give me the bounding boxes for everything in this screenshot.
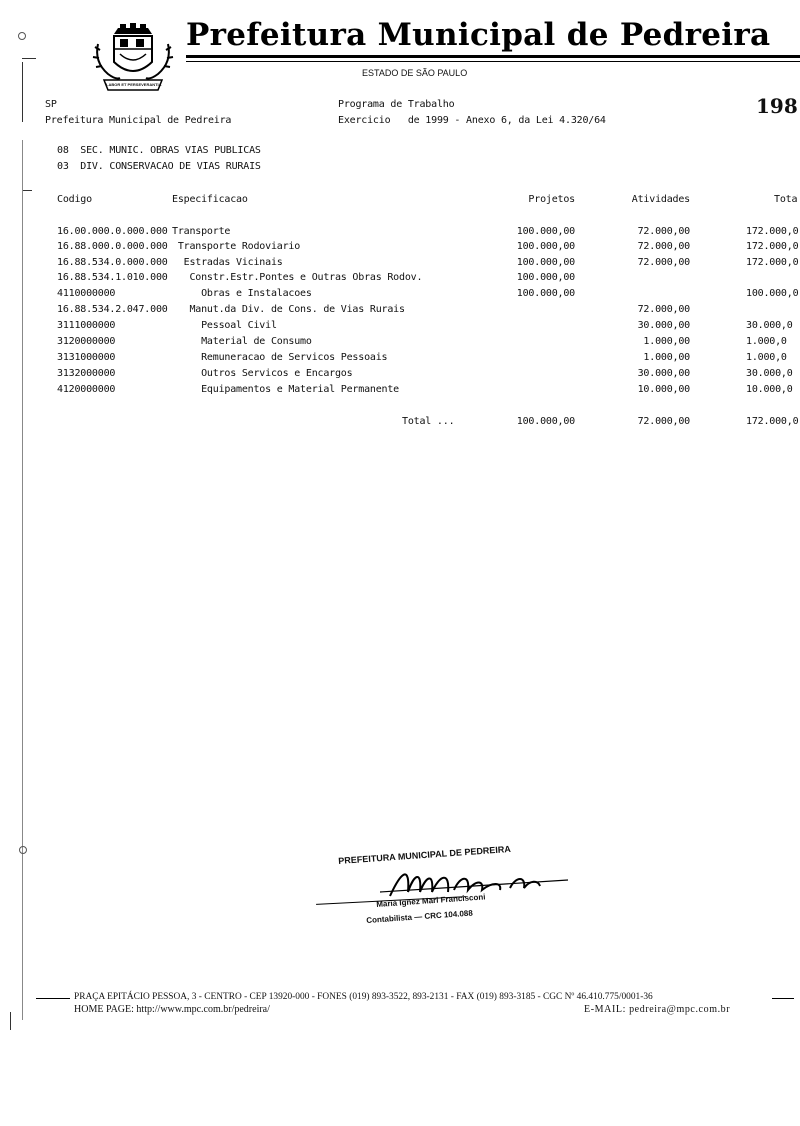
- header-program-title: Programa de Trabalho: [338, 99, 455, 110]
- margin-tick: [10, 1012, 11, 1030]
- row-especificacao: Estradas Vicinais: [172, 257, 283, 268]
- row-total: 100.000,0: [746, 288, 799, 299]
- letterhead-state: ESTADO DE SÃO PAULO: [362, 68, 468, 78]
- total-atividades: 72.000,00: [637, 416, 690, 427]
- row-total: 1.000,0: [746, 352, 787, 363]
- margin-tick: [22, 62, 23, 122]
- row-codigo: 4120000000: [57, 384, 116, 395]
- footer-homepage-label: HOME PAGE:: [74, 1004, 137, 1015]
- row-especificacao: Constr.Estr.Pontes e Outras Obras Rodov.: [172, 272, 423, 283]
- row-codigo: 16.88.534.2.047.000: [57, 304, 168, 315]
- row-atividades: 30.000,00: [637, 320, 690, 331]
- row-total: 172.000,0: [746, 257, 799, 268]
- row-projetos: 100.000,00: [516, 257, 575, 268]
- row-atividades: 72.000,00: [637, 304, 690, 315]
- row-total: 30.000,0: [746, 368, 793, 379]
- signature-stamp-title: PREFEITURA MUNICIPAL DE PEDREIRA: [338, 843, 512, 866]
- footer-email-link[interactable]: pedreira@mpc.com.br: [629, 1004, 731, 1015]
- signatory-role: Contabilista — CRC 104.088: [366, 908, 474, 925]
- row-projetos: 100.000,00: [516, 272, 575, 283]
- row-especificacao: Pessoal Civil: [172, 320, 277, 331]
- row-codigo: 3111000000: [57, 320, 116, 331]
- row-projetos: 100.000,00: [516, 241, 575, 252]
- row-codigo: 16.00.000.0.000.000: [57, 226, 168, 237]
- letterhead-title: Prefeitura Municipal de Pedreira: [186, 17, 771, 53]
- row-atividades: 72.000,00: [637, 241, 690, 252]
- footer-rule-right: [772, 998, 794, 999]
- margin-tick: [22, 140, 23, 1020]
- row-codigo: 3132000000: [57, 368, 116, 379]
- row-codigo: 4110000000: [57, 288, 116, 299]
- unit-secretaria: 08 SEC. MUNIC. OBRAS VIAS PUBLICAS: [57, 145, 261, 156]
- row-codigo: 16.88.534.0.000.000: [57, 257, 168, 268]
- footer-rule-left: [36, 998, 70, 999]
- row-especificacao: Outros Servicos e Encargos: [172, 368, 353, 379]
- row-codigo: 16.88.534.1.010.000: [57, 272, 168, 283]
- total-projetos: 100.000,00: [516, 416, 575, 427]
- row-atividades: 72.000,00: [637, 226, 690, 237]
- crest-motto: LABOR ET PERSEVERANTIA: [106, 82, 162, 87]
- footer-email: [584, 1004, 730, 1015]
- row-atividades: 1.000,00: [643, 352, 690, 363]
- header-entity-name: Prefeitura Municipal de Pedreira: [45, 115, 232, 126]
- row-especificacao: Manut.da Div. de Cons. de Vias Rurais: [172, 304, 405, 315]
- total-label: Total ...: [402, 416, 455, 427]
- row-codigo: 3120000000: [57, 336, 116, 347]
- row-atividades: 72.000,00: [637, 257, 690, 268]
- header-state-code: SP: [45, 99, 57, 110]
- column-header-total: Tota: [774, 194, 798, 205]
- row-atividades: 30.000,00: [637, 368, 690, 379]
- signatory-name: Maria Ignez Mari Francisconi: [376, 892, 486, 909]
- letterhead-rule: [186, 55, 800, 58]
- total-geral: 172.000,0: [746, 416, 799, 427]
- row-especificacao: Remuneracao de Servicos Pessoais: [172, 352, 388, 363]
- row-atividades: 10.000,00: [637, 384, 690, 395]
- margin-tick: [22, 190, 32, 191]
- row-total: 172.000,0: [746, 226, 799, 237]
- footer-homepage-link[interactable]: http://www.mpc.com.br/pedreira/: [136, 1004, 270, 1015]
- column-header-codigo: Codigo: [57, 194, 92, 205]
- page-number: 198: [756, 94, 798, 118]
- row-projetos: 100.000,00: [516, 288, 575, 299]
- row-codigo: 3131000000: [57, 352, 116, 363]
- column-header-atividades: Atividades: [631, 194, 690, 205]
- column-header-especificacao: Especificacao: [172, 194, 248, 205]
- row-especificacao: Material de Consumo: [172, 336, 312, 347]
- column-header-projetos: Projetos: [528, 194, 575, 205]
- row-total: 172.000,0: [746, 241, 799, 252]
- row-especificacao: Equipamentos e Material Permanente: [172, 384, 399, 395]
- row-total: 10.000,0: [746, 384, 793, 395]
- footer-email-label: E-MAIL:: [584, 1004, 630, 1015]
- footer-homepage: [74, 1004, 270, 1015]
- row-atividades: 1.000,00: [643, 336, 690, 347]
- footer-address: PRAÇA EPITÁCIO PESSOA, 3 - CENTRO - CEP 13920-000 - FONES (019) 893-3522, 893-2131 - FAX (019) 893-3185 - CGC Nº 46.410.775/0001-36: [74, 992, 653, 1002]
- header-exercise: Exercicio de 1999 - Anexo 6, da Lei 4.320/64: [338, 115, 606, 126]
- margin-hole-bottom: [19, 846, 27, 854]
- row-total: 30.000,0: [746, 320, 793, 331]
- margin-hole-top: [18, 32, 26, 40]
- margin-tick: [22, 58, 36, 59]
- row-especificacao: Transporte: [172, 226, 231, 237]
- row-total: 1.000,0: [746, 336, 787, 347]
- unit-divisao: 03 DIV. CONSERVACAO DE VIAS RURAIS: [57, 161, 261, 172]
- letterhead-rule-thin: [186, 61, 800, 62]
- row-codigo: 16.88.000.0.000.000: [57, 241, 168, 252]
- row-projetos: 100.000,00: [516, 226, 575, 237]
- row-especificacao: Obras e Instalacoes: [172, 288, 312, 299]
- row-especificacao: Transporte Rodoviario: [172, 241, 301, 252]
